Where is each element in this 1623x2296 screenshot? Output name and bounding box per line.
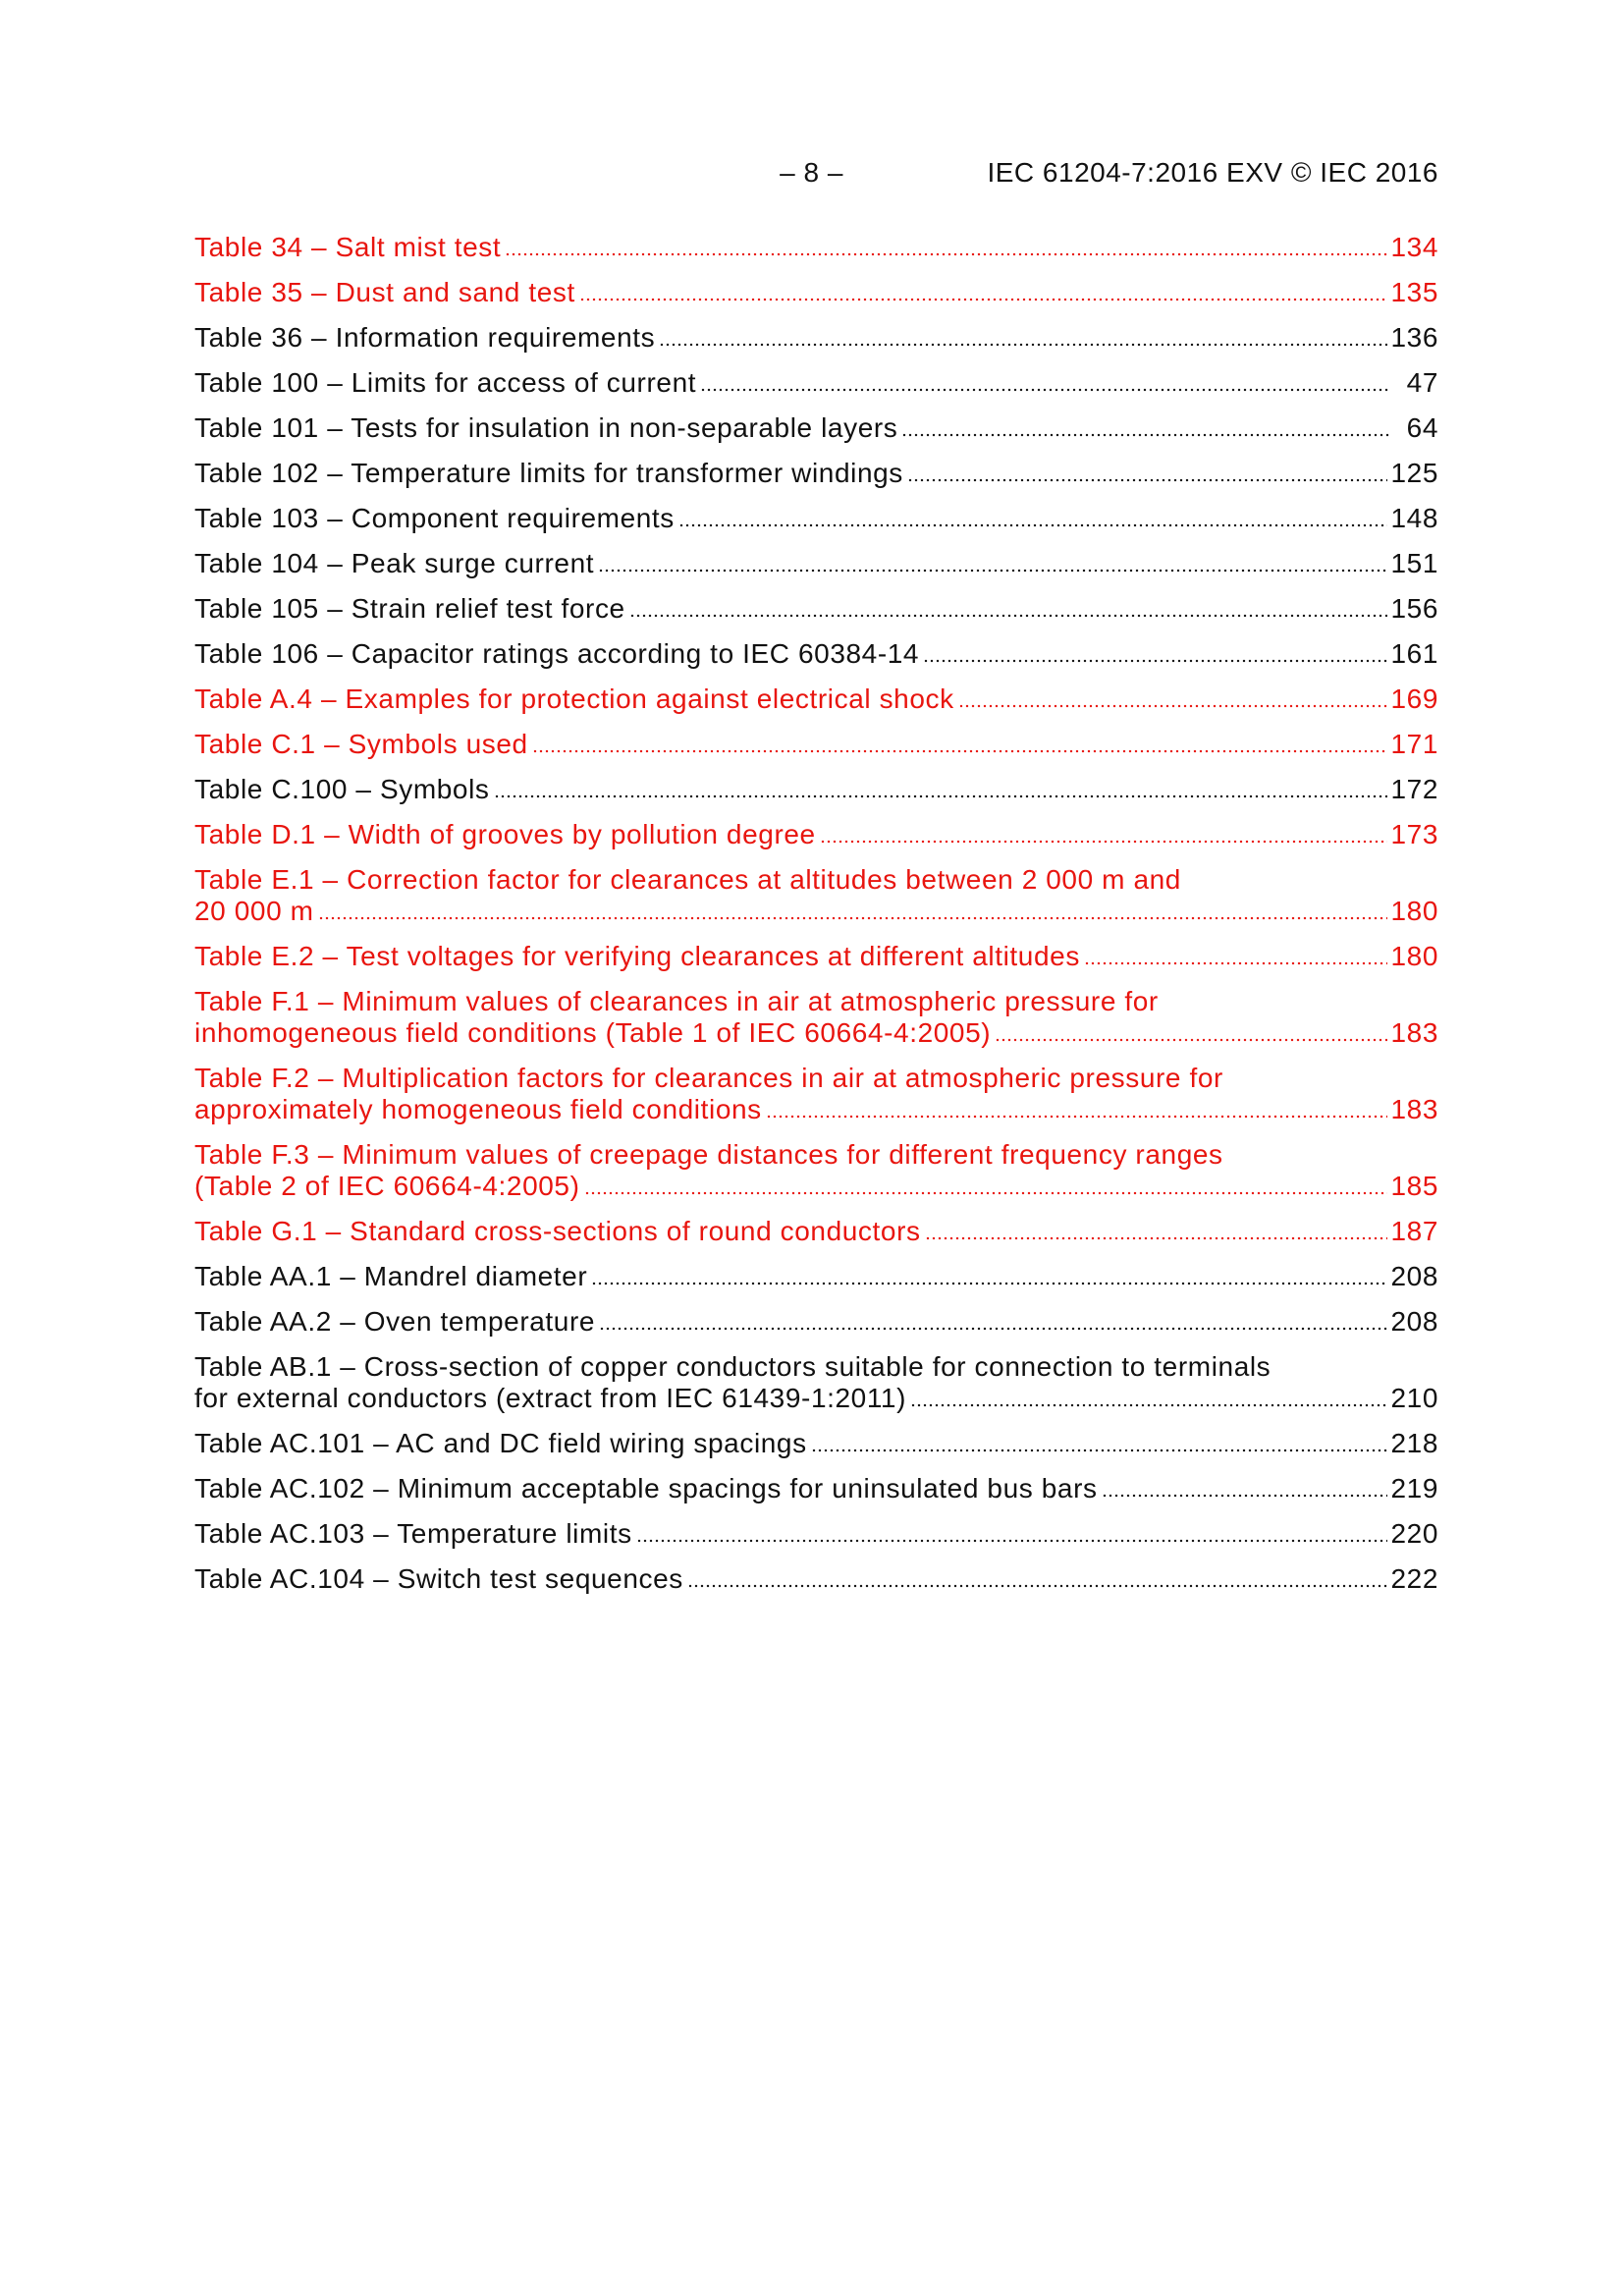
toc-entry[interactable] — [194, 1518, 1438, 1550]
toc-entry-title: Table 104 – Peak surge current — [194, 548, 595, 578]
toc-entry[interactable] — [194, 458, 1438, 489]
dot-leader — [910, 1403, 1387, 1407]
toc-entry[interactable] — [194, 1139, 1438, 1202]
dot-leader — [995, 1038, 1387, 1042]
toc-entry-title: Table E.2 – Test voltages for verifying clearances at different altitudes — [194, 941, 1080, 971]
toc-entry-title-continued: inhomogeneous field conditions (Table 1 of IEC 60664-4:2005) — [194, 1017, 992, 1048]
dot-leader — [659, 343, 1387, 347]
toc-entry-title: Table F.1 – Minimum values of clearances in air at atmospheric pressure for — [194, 986, 1159, 1016]
toc-entry-page: 125 — [1390, 458, 1438, 488]
dot-leader — [629, 614, 1388, 618]
toc-entry-title: Table G.1 – Standard cross-sections of round conductors — [194, 1216, 921, 1246]
toc-entry[interactable] — [194, 277, 1438, 308]
toc-entry-page: 180 — [1390, 896, 1438, 926]
toc-entry[interactable] — [194, 941, 1438, 972]
toc-entry-title: Table 103 – Component requirements — [194, 503, 675, 533]
toc-entry[interactable] — [194, 232, 1438, 263]
dot-leader — [591, 1282, 1387, 1285]
toc-entry-page: 156 — [1390, 593, 1438, 624]
toc-entry-title: Table A.4 – Examples for protection against electrical shock — [194, 683, 954, 714]
toc-entry-page: 171 — [1390, 729, 1438, 759]
dot-leader — [678, 523, 1388, 527]
toc-entry[interactable] — [194, 548, 1438, 579]
toc-entry[interactable] — [194, 1306, 1438, 1338]
toc-entry-page: 135 — [1390, 277, 1438, 307]
dot-leader — [584, 1191, 1388, 1195]
toc-entry-title: Table AC.101 – AC and DC field wiring spacings — [194, 1428, 807, 1458]
list-of-tables — [194, 232, 1438, 1609]
dot-leader — [923, 659, 1387, 663]
toc-entry-title: Table AC.102 – Minimum acceptable spacings for uninsulated bus bars — [194, 1473, 1098, 1503]
toc-entry-page: 134 — [1390, 232, 1438, 262]
toc-entry-page: 187 — [1390, 1216, 1438, 1246]
toc-entry-title: Table 100 – Limits for access of current — [194, 367, 697, 398]
toc-entry[interactable] — [194, 1563, 1438, 1595]
toc-entry[interactable] — [194, 1351, 1438, 1414]
toc-entry[interactable] — [194, 322, 1438, 354]
toc-entry-page: 151 — [1390, 548, 1438, 578]
toc-entry-page: 185 — [1390, 1171, 1438, 1201]
toc-entry-title: Table AB.1 – Cross-section of copper conductors suitable for connection to terminals — [194, 1351, 1271, 1382]
toc-entry-title: Table F.2 – Multiplication factors for clearances in air at atmospheric pressure for — [194, 1063, 1223, 1093]
dot-leader — [811, 1449, 1388, 1452]
toc-entry-title: Table AA.1 – Mandrel diameter — [194, 1261, 588, 1291]
toc-entry-title-continued: approximately homogeneous field conditions — [194, 1094, 762, 1124]
toc-entry-page: 173 — [1390, 819, 1438, 849]
toc-entry[interactable] — [194, 1216, 1438, 1247]
toc-entry[interactable] — [194, 593, 1438, 625]
document-reference: IEC 61204-7:2016 EXV © IEC 2016 — [987, 157, 1438, 188]
dot-leader — [958, 704, 1388, 708]
toc-entry-page: 169 — [1390, 683, 1438, 714]
toc-entry[interactable] — [194, 1428, 1438, 1459]
dot-leader — [766, 1115, 1388, 1119]
toc-entry-title-continued: for external conductors (extract from IEC 61439-1:2011) — [194, 1383, 907, 1413]
toc-entry-page: 172 — [1390, 774, 1438, 804]
page-number: – 8 – — [780, 157, 843, 188]
toc-entry-page: 218 — [1390, 1428, 1438, 1458]
toc-entry-page: 136 — [1390, 322, 1438, 353]
dot-leader — [318, 916, 1388, 920]
toc-entry[interactable] — [194, 1261, 1438, 1292]
toc-entry-title: Table 101 – Tests for insulation in non-separable layers — [194, 412, 898, 443]
toc-entry-page: 148 — [1390, 503, 1438, 533]
toc-entry-page: 222 — [1390, 1563, 1438, 1594]
toc-entry-page: 161 — [1390, 638, 1438, 669]
toc-entry[interactable] — [194, 864, 1438, 927]
toc-entry[interactable] — [194, 1063, 1438, 1125]
dot-leader — [820, 840, 1388, 844]
toc-entry-title: Table E.1 – Correction factor for clearances at altitudes between 2 000 m and — [194, 864, 1181, 895]
dot-leader — [687, 1584, 1388, 1588]
toc-entry[interactable] — [194, 367, 1438, 399]
toc-entry[interactable] — [194, 729, 1438, 760]
dot-leader — [1084, 961, 1388, 965]
dot-leader — [505, 252, 1387, 256]
dot-leader — [598, 569, 1387, 573]
toc-entry-title: Table C.1 – Symbols used — [194, 729, 528, 759]
toc-entry[interactable] — [194, 683, 1438, 715]
toc-entry-title: Table 102 – Temperature limits for transformer windings — [194, 458, 903, 488]
toc-entry-title: Table 35 – Dust and sand test — [194, 277, 575, 307]
dot-leader — [494, 794, 1388, 798]
toc-entry-title-continued: (Table 2 of IEC 60664-4:2005) — [194, 1171, 580, 1201]
toc-entry-page: 183 — [1390, 1017, 1438, 1048]
toc-entry-title-continued: 20 000 m — [194, 896, 314, 926]
toc-entry-page: 210 — [1390, 1383, 1438, 1413]
toc-entry-page: 208 — [1390, 1306, 1438, 1337]
dot-leader — [599, 1327, 1387, 1331]
toc-entry-title: Table 106 – Capacitor ratings according to IEC 60384-14 — [194, 638, 920, 669]
dot-leader — [907, 478, 1388, 482]
toc-entry-title: Table AC.103 – Temperature limits — [194, 1518, 632, 1549]
toc-entry-title: Table 105 – Strain relief test force — [194, 593, 625, 624]
toc-entry[interactable] — [194, 819, 1438, 850]
toc-entry-page: 47 — [1406, 367, 1438, 398]
toc-entry-title: Table 34 – Salt mist test — [194, 232, 502, 262]
toc-entry[interactable] — [194, 638, 1438, 670]
toc-entry[interactable] — [194, 774, 1438, 805]
toc-entry-page: 219 — [1390, 1473, 1438, 1503]
toc-entry-page: 183 — [1390, 1094, 1438, 1124]
toc-entry-page: 64 — [1406, 412, 1438, 443]
dot-leader — [925, 1236, 1388, 1240]
dot-leader — [579, 298, 1388, 301]
toc-entry-title: Table AA.2 – Oven temperature — [194, 1306, 596, 1337]
dot-leader — [700, 388, 1390, 392]
toc-entry-title: Table F.3 – Minimum values of creepage distances for different frequency ranges — [194, 1139, 1223, 1170]
toc-entry[interactable] — [194, 503, 1438, 534]
toc-entry[interactable] — [194, 1473, 1438, 1504]
toc-entry-page: 208 — [1390, 1261, 1438, 1291]
dot-leader — [1102, 1494, 1388, 1498]
dot-leader — [532, 749, 1388, 753]
toc-entry[interactable] — [194, 986, 1438, 1049]
toc-entry-title: Table C.100 – Symbols — [194, 774, 490, 804]
toc-entry-page: 180 — [1390, 941, 1438, 971]
dot-leader — [636, 1539, 1388, 1543]
dot-leader — [901, 433, 1390, 437]
toc-entry-title: Table D.1 – Width of grooves by pollution degree — [194, 819, 816, 849]
toc-entry-page: 220 — [1390, 1518, 1438, 1549]
toc-entry-title: Table AC.104 – Switch test sequences — [194, 1563, 683, 1594]
toc-entry-title: Table 36 – Information requirements — [194, 322, 656, 353]
toc-entry[interactable] — [194, 412, 1438, 444]
